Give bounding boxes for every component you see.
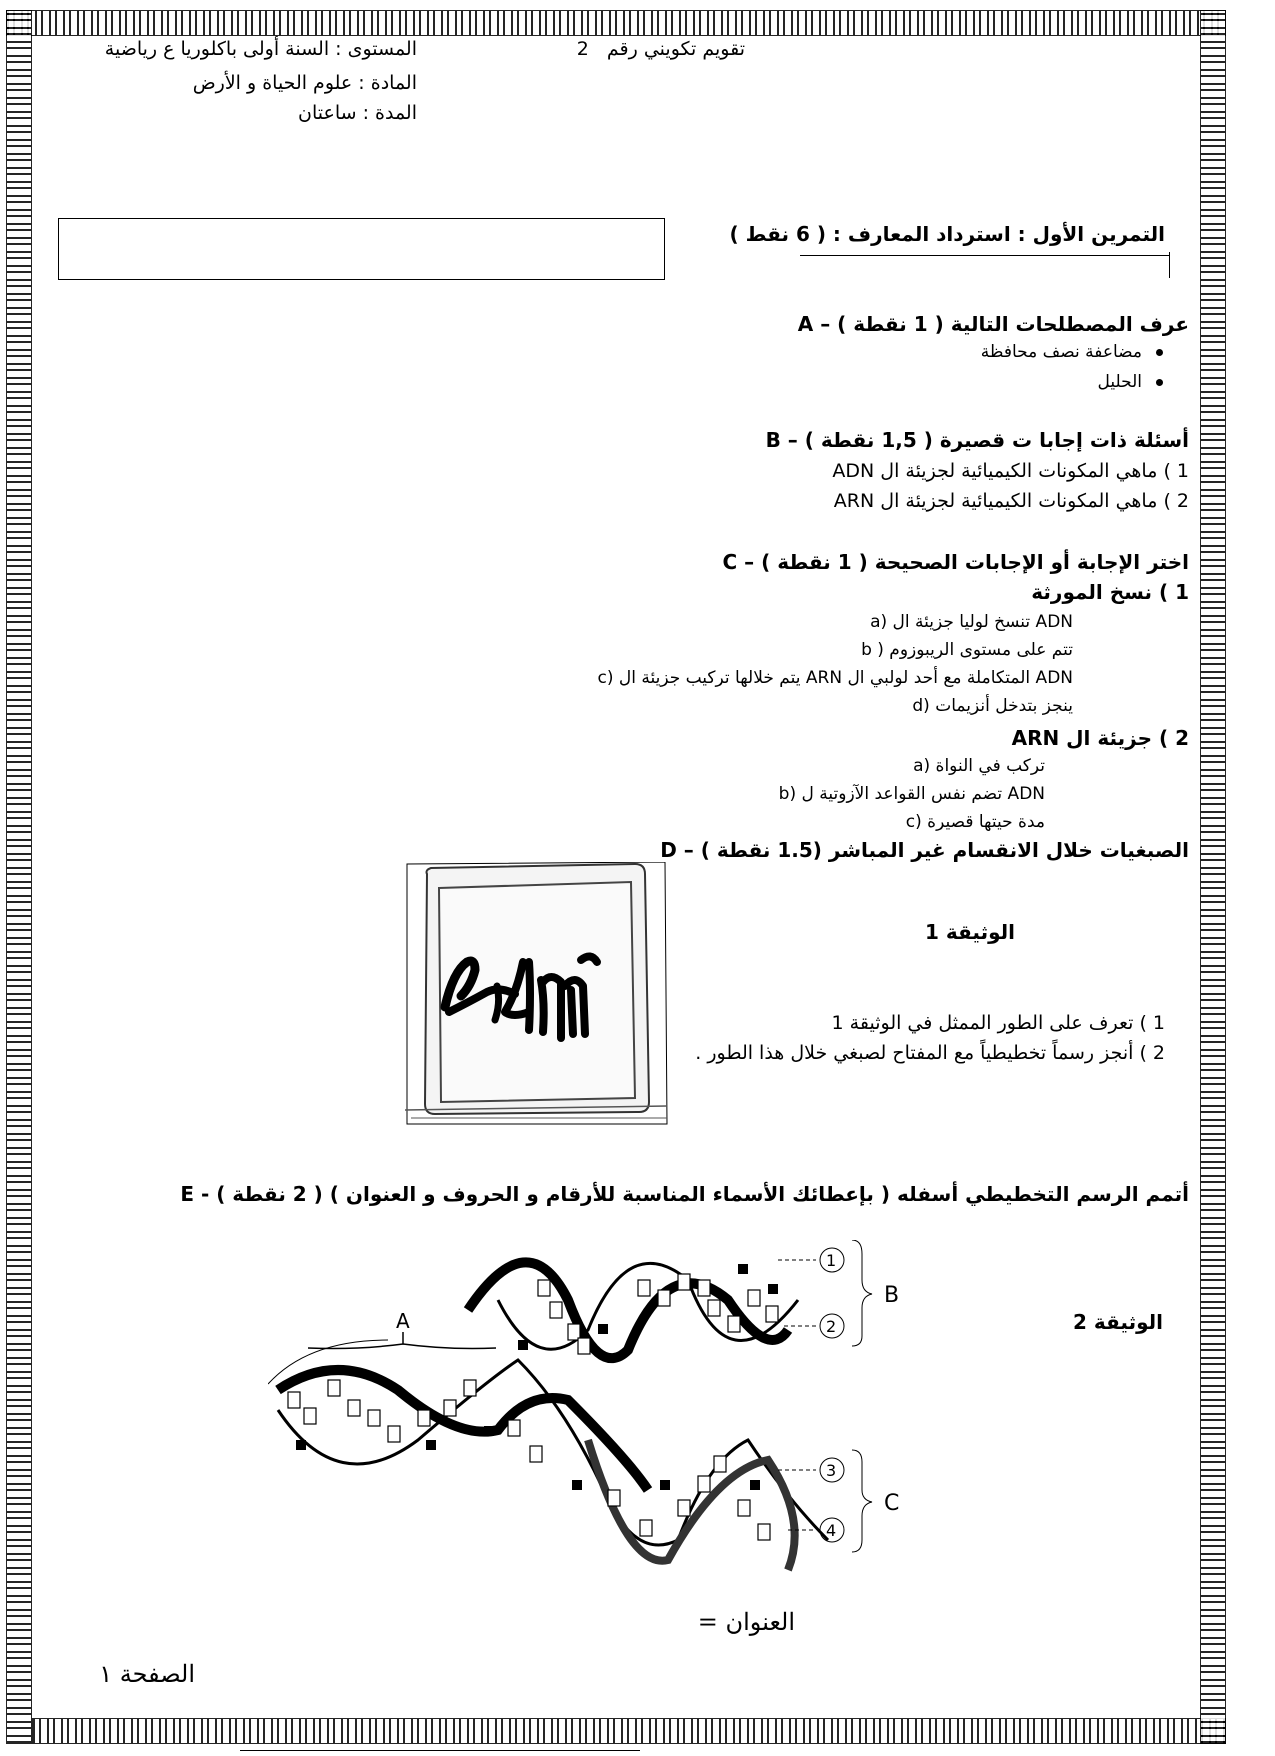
bullet-icon xyxy=(1156,379,1163,386)
label-A: A xyxy=(396,1309,410,1333)
callout-3: 3 xyxy=(826,1461,837,1480)
document1-micrograph xyxy=(405,862,675,1127)
callout-1: 1 xyxy=(826,1251,837,1270)
partA-item-2: الحليل xyxy=(1097,372,1163,392)
exercise1-title: التمرين الأول : استرداد المعارف : ( 6 نقط ) xyxy=(729,222,1165,246)
diagram-caption: العنوان = xyxy=(697,1608,795,1636)
duration-line: المدة : ساعتان xyxy=(298,102,417,124)
partB-title: B – أسئلة ذات إجابا ت قصيرة ( 1,5 نقطة ) xyxy=(765,428,1189,452)
partA-title: A – عرف المصطلحات التالية ( 1 نقطة ) xyxy=(797,312,1189,336)
partC-q2-option-b: b) تضم نفس القواعد الآزوتية ل ADN xyxy=(778,784,1045,804)
decorative-border-left xyxy=(6,10,32,1744)
decorative-border-right xyxy=(1200,10,1226,1744)
partD-q1: 1 ) تعرف على الطور الممثل في الوثيقة 1 xyxy=(831,1012,1165,1034)
callout-4: 4 xyxy=(826,1521,837,1540)
name-answer-box xyxy=(58,218,665,280)
partA-item-1: مضاعفة نصف محافظة xyxy=(981,342,1163,362)
label-C: C xyxy=(884,1491,900,1516)
partC-q1-option-b: b ) تتم على مستوى الريبوزوم xyxy=(861,640,1073,660)
partC-q2-title: 2 ) جزيئة ال ARN xyxy=(1011,726,1189,750)
partC-q2-option-c: c) مدة حيتها قصيرة xyxy=(905,812,1045,832)
bullet-icon xyxy=(1156,349,1163,356)
subject-line: المادة : علوم الحياة و الأرض xyxy=(192,72,417,94)
partD-title: D – الصبغيات خلال الانقسام غير المباشر (1.5 نقطة ) xyxy=(660,838,1189,862)
document2-label: الوثيقة 2 xyxy=(1073,1310,1163,1334)
document1-label: الوثيقة 1 xyxy=(925,920,1015,944)
callout-2: 2 xyxy=(826,1317,837,1336)
title-underline xyxy=(800,255,1170,256)
partE-title: E - أتمم الرسم التخطيطي أسفله ( بإعطائك الأسماء المناسبة للأرقام و الحروف و العنوان ) ( 2 نقطة ) xyxy=(180,1182,1189,1206)
partC-q1-title: 1 ) نسخ المورثة xyxy=(1031,580,1189,604)
partC-q1-option-d: d) ينجز بتدخل أنزيمات xyxy=(912,696,1073,716)
partB-q2: 2 ) ماهي المكونات الكيميائية لجزيئة ال ARN xyxy=(833,490,1189,512)
partC-q2-option-a: a) تركب في النواة xyxy=(913,756,1045,776)
level-line: المستوى : السنة أولى باكلوريا ع رياضية xyxy=(104,38,417,60)
partC-title: C – اختر الإجابة أو الإجابات الصحيحة ( 1 نقطة ) xyxy=(722,550,1189,574)
partC-q1-option-c: c) يتم خلالها تركيب جزيئة ال ARN المتكاملة مع أحد لولبي ال ADN xyxy=(597,668,1073,688)
decorative-border-top xyxy=(6,10,1226,36)
eval-title: تقويم تكويني رقم 2 xyxy=(576,38,745,60)
partB-q1: 1 ) ماهي المكونات الكيميائية لجزيئة ال ADN xyxy=(832,460,1189,482)
footer-rule xyxy=(240,1750,640,1751)
document2-dna-diagram xyxy=(268,1240,988,1610)
label-B: B xyxy=(884,1283,900,1308)
partC-q1-option-a: a) تنسخ لوليا جزيئة ال ADN xyxy=(870,612,1073,632)
page-number: الصفحة ١ xyxy=(99,1660,195,1688)
title-underline-tick xyxy=(1169,252,1170,278)
decorative-border-bottom xyxy=(32,1718,1226,1744)
partD-q2: 2 ) أنجز رسماً تخطيطياً مع المفتاح لصبغي خلال هذا الطور . xyxy=(695,1042,1165,1064)
